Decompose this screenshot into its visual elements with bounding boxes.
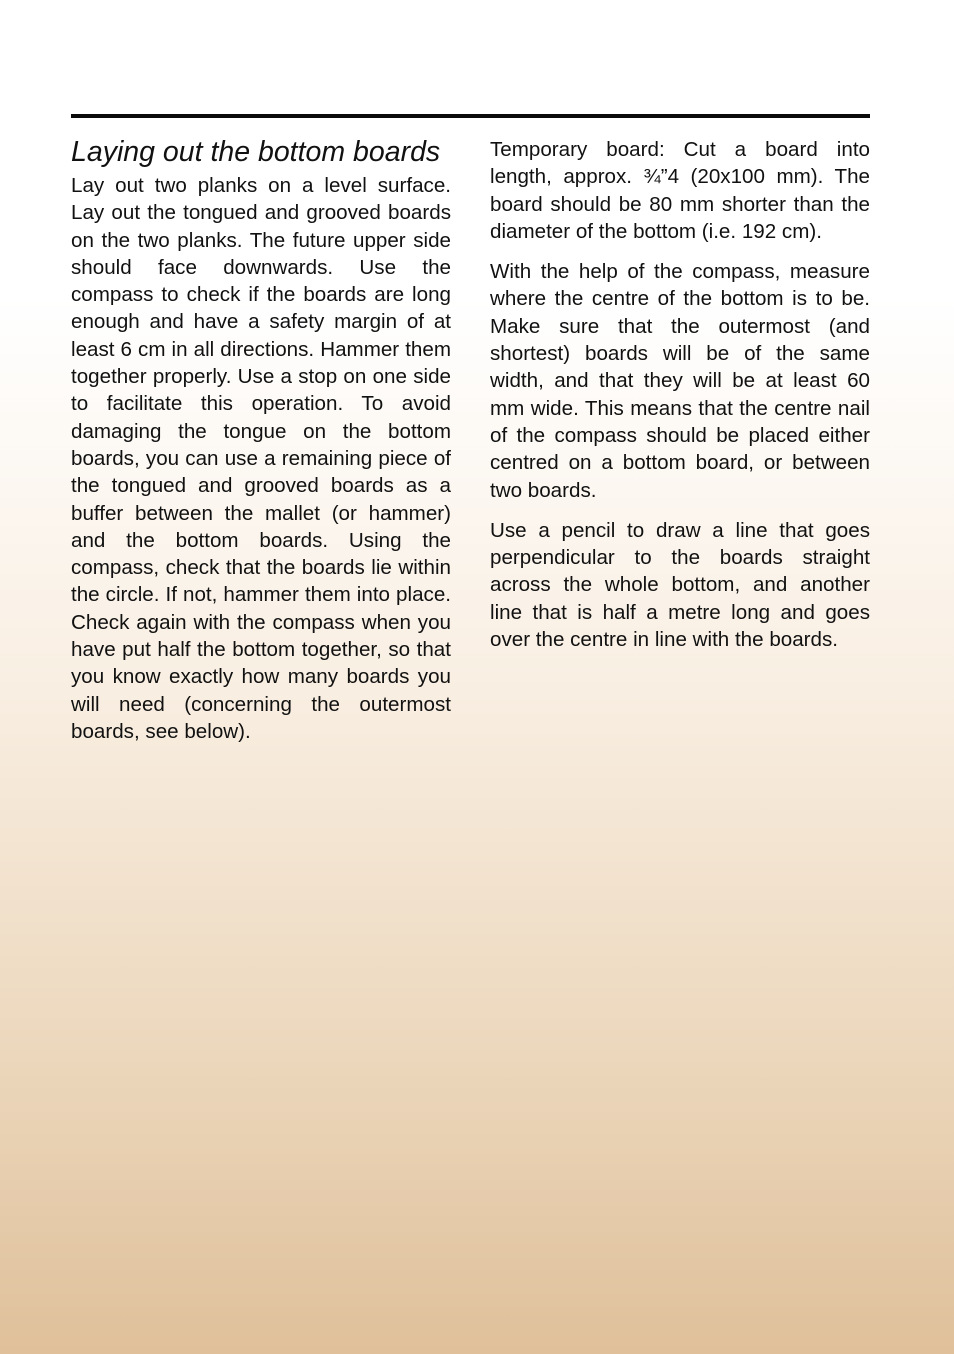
- section-heading: Laying out the bottom boards: [71, 136, 441, 168]
- body-paragraph-2: Temporary board: Cut a board into length, approx. ¾”4 (20x100 mm). The board should be 80 mm shorter than the diameter of the bottom (i.e. 192 cm).: [490, 138, 870, 243]
- body-paragraph-4: Use a pencil to draw a line that goes perpendicular to the boards straight across the whole bottom, and another line that is half a metre long and goes over the centre in line with the boards.: [490, 518, 870, 652]
- left-column: [71, 134, 451, 745]
- body-paragraph-1: Lay out two planks on a level surface. Lay out the tongued and grooved boards on the two planks. The future upper side should face downwards. Use the compass to check if the boards are long enough and have a safety margin of at least 6 cm in all directions. Hammer them together properly. Use a stop on one side to facilitate this operation. To avoid damaging the tongue on the bottom boards, you can use a remaining piece of the tongued and grooved boards as a buffer between the mallet (or hammer) and the bottom boards. Using the compass, check that the boards lie within the circle. If not, hammer them into place. Check again with the compass when you have put half the bottom together, so that you know exactly how many boards you will need (concerning the outermost boards, see below).: [71, 174, 451, 743]
- right-column: [490, 136, 870, 666]
- top-divider-rule: [71, 114, 870, 118]
- body-paragraph-3: With the help of the compass, measure where the centre of the bottom is to be. Make sure that the outermost (and shortest) boards will be of the same width, and that they will be at least 60 mm wide. This means that the centre nail of the compass should be placed either centred on a bottom board, or between two boards.: [490, 260, 870, 502]
